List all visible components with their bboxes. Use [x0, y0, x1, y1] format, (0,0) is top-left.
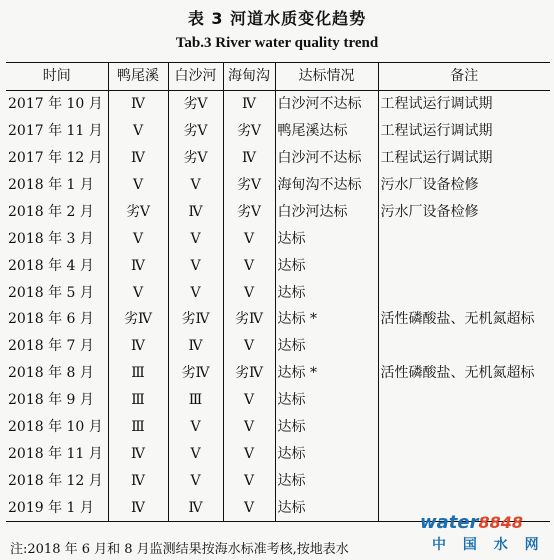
cell-status: 达标 — [275, 279, 378, 306]
cell-yaweixi: Ⅳ — [108, 333, 168, 360]
cell-note: 工程试运行调试期 — [378, 145, 550, 172]
cell-yaweixi: Ⅴ — [108, 225, 168, 252]
cell-yaweixi: Ⅳ — [108, 145, 168, 172]
cell-time: 2018 年 8 月 — [8, 365, 94, 382]
cell-haidiangou: 劣Ⅳ — [223, 360, 275, 387]
table-row — [6, 225, 550, 252]
cell-yaweixi: Ⅴ — [108, 118, 168, 145]
cell-baishahe: Ⅳ — [168, 494, 223, 521]
cell-baishahe: Ⅴ — [168, 225, 223, 252]
header-baishahe: 白沙河 — [168, 63, 223, 91]
table-title-cn: 表 3 河道水质变化趋势 — [187, 9, 367, 28]
cell-yaweixi: Ⅲ — [108, 387, 168, 414]
cell-status: 白沙河不达标 — [275, 90, 378, 117]
cell-baishahe: 劣Ⅳ — [168, 360, 223, 387]
cell-baishahe: Ⅳ — [168, 333, 223, 360]
table-row — [6, 279, 550, 306]
cell-time: 2018 年 5 月 — [8, 284, 94, 301]
cell-note — [378, 414, 550, 441]
cell-status: 白沙河达标 — [275, 198, 378, 225]
cell-time: 2017 年 10 月 — [8, 96, 103, 113]
cell-status: 达标 * — [275, 360, 378, 387]
cell-status: 白沙河不达标 — [275, 145, 378, 172]
cell-note — [378, 252, 550, 279]
header-yaweixi: 鸭尾溪 — [108, 63, 168, 91]
cell-status: 达标 — [275, 494, 378, 521]
cell-baishahe: 劣Ⅴ — [168, 118, 223, 145]
cell-time: 2018 年 4 月 — [8, 257, 94, 274]
cell-baishahe: Ⅴ — [168, 172, 223, 199]
cell-status: 达标 — [275, 252, 378, 279]
table-row — [6, 90, 550, 117]
cell-time: 2018 年 11 月 — [8, 445, 103, 462]
cell-yaweixi: Ⅲ — [108, 414, 168, 441]
cell-baishahe: Ⅴ — [168, 252, 223, 279]
cell-baishahe: 劣Ⅴ — [168, 145, 223, 172]
cell-yaweixi: Ⅴ — [108, 279, 168, 306]
watermark-logo: water8848 — [420, 512, 523, 533]
cell-haidiangou: Ⅴ — [223, 387, 275, 414]
cell-status: 达标 — [275, 440, 378, 467]
cell-yaweixi: Ⅳ — [108, 494, 168, 521]
cell-time: 2018 年 7 月 — [8, 338, 94, 355]
cell-yaweixi: Ⅳ — [108, 440, 168, 467]
cell-time: 2018 年 2 月 — [8, 203, 94, 220]
header-note: 备注 — [378, 63, 550, 91]
cell-time: 2018 年 10 月 — [8, 419, 103, 436]
cell-time: 2018 年 1 月 — [8, 177, 94, 193]
table-row — [6, 360, 550, 387]
cell-note: 工程试运行调试期 — [378, 90, 550, 117]
table-row — [6, 118, 550, 145]
cell-yaweixi: Ⅳ — [108, 467, 168, 494]
cell-note: 污水厂设备检修 — [378, 172, 550, 199]
cell-note: 污水厂设备检修 — [378, 198, 550, 225]
cell-time: 2019 年 1 月 — [8, 499, 94, 516]
cell-time: 2017 年 11 月 — [8, 123, 103, 140]
cell-status: 达标 — [275, 387, 378, 414]
cell-status: 达标 — [275, 467, 378, 494]
cell-haidiangou: 劣Ⅴ — [223, 172, 275, 199]
cell-baishahe: Ⅴ — [168, 414, 223, 441]
cell-haidiangou: Ⅴ — [223, 252, 275, 279]
water-quality-table — [6, 62, 550, 522]
table-row — [6, 387, 550, 414]
header-time: 时间 — [42, 68, 71, 85]
table-row — [6, 306, 550, 333]
header-haidiangou: 海甸沟 — [223, 63, 275, 91]
footnote: 注:2018 年 6 月和 8 月监测结果按海水标准考核,按地表水 — [10, 542, 349, 557]
cell-note — [378, 279, 550, 306]
cell-baishahe: 劣Ⅳ — [168, 306, 223, 333]
cell-yaweixi: Ⅳ — [108, 252, 168, 279]
cell-note — [378, 333, 550, 360]
cell-yaweixi: Ⅲ — [108, 360, 168, 387]
table-row — [6, 198, 550, 225]
cell-time: 2018 年 3 月 — [8, 230, 94, 247]
cell-yaweixi: 劣Ⅳ — [108, 306, 168, 333]
cell-haidiangou: Ⅳ — [223, 90, 275, 117]
cell-status: 达标 — [275, 414, 378, 441]
cell-note — [378, 387, 550, 414]
cell-yaweixi: 劣Ⅴ — [108, 198, 168, 225]
cell-haidiangou: 劣Ⅴ — [223, 198, 275, 225]
cell-time: 2017 年 12 月 — [8, 150, 103, 167]
cell-haidiangou: Ⅴ — [223, 467, 275, 494]
table-header-row — [6, 63, 550, 91]
table-row — [6, 333, 550, 360]
cell-note: 活性磷酸盐、无机氮超标 — [378, 306, 550, 333]
cell-note: 活性磷酸盐、无机氮超标 — [378, 360, 550, 387]
table-row — [6, 252, 550, 279]
table-row — [6, 440, 550, 467]
header-status: 达标情况 — [275, 63, 378, 91]
cell-note: 工程试运行调试期 — [378, 118, 550, 145]
cell-baishahe: Ⅲ — [168, 387, 223, 414]
cell-note — [378, 225, 550, 252]
cell-status: 达标 * — [275, 306, 378, 333]
table-row — [6, 414, 550, 441]
cell-haidiangou: Ⅴ — [223, 494, 275, 521]
cell-baishahe: Ⅴ — [168, 279, 223, 306]
cell-status: 达标 — [275, 225, 378, 252]
cell-note — [378, 440, 550, 467]
cell-status: 鸭尾溪达标 — [275, 118, 378, 145]
table-title-en: Tab.3 River water quality trend — [175, 35, 379, 51]
cell-note — [378, 467, 550, 494]
cell-status: 达标 — [275, 333, 378, 360]
cell-haidiangou: Ⅴ — [223, 279, 275, 306]
cell-time: 2018 年 9 月 — [8, 392, 94, 409]
cell-haidiangou: 劣Ⅳ — [223, 306, 275, 333]
cell-haidiangou: Ⅴ — [223, 225, 275, 252]
cell-time: 2018 年 12 月 — [8, 472, 103, 489]
table-row — [6, 145, 550, 172]
cell-baishahe: Ⅴ — [168, 440, 223, 467]
watermark-text: 中 国 水 网 — [432, 537, 545, 553]
cell-yaweixi: Ⅴ — [108, 172, 168, 199]
cell-status: 海甸沟不达标 — [275, 172, 378, 199]
table-row — [6, 467, 550, 494]
cell-time: 2018 年 6 月 — [8, 311, 94, 328]
cell-yaweixi: Ⅳ — [108, 90, 168, 117]
cell-haidiangou: Ⅴ — [223, 333, 275, 360]
cell-haidiangou: Ⅴ — [223, 440, 275, 467]
cell-baishahe: 劣Ⅴ — [168, 90, 223, 117]
cell-haidiangou: 劣Ⅴ — [223, 118, 275, 145]
cell-baishahe: Ⅳ — [168, 198, 223, 225]
cell-haidiangou: Ⅳ — [223, 145, 275, 172]
table-row — [6, 172, 550, 199]
cell-baishahe: Ⅴ — [168, 467, 223, 494]
cell-haidiangou: Ⅴ — [223, 414, 275, 441]
